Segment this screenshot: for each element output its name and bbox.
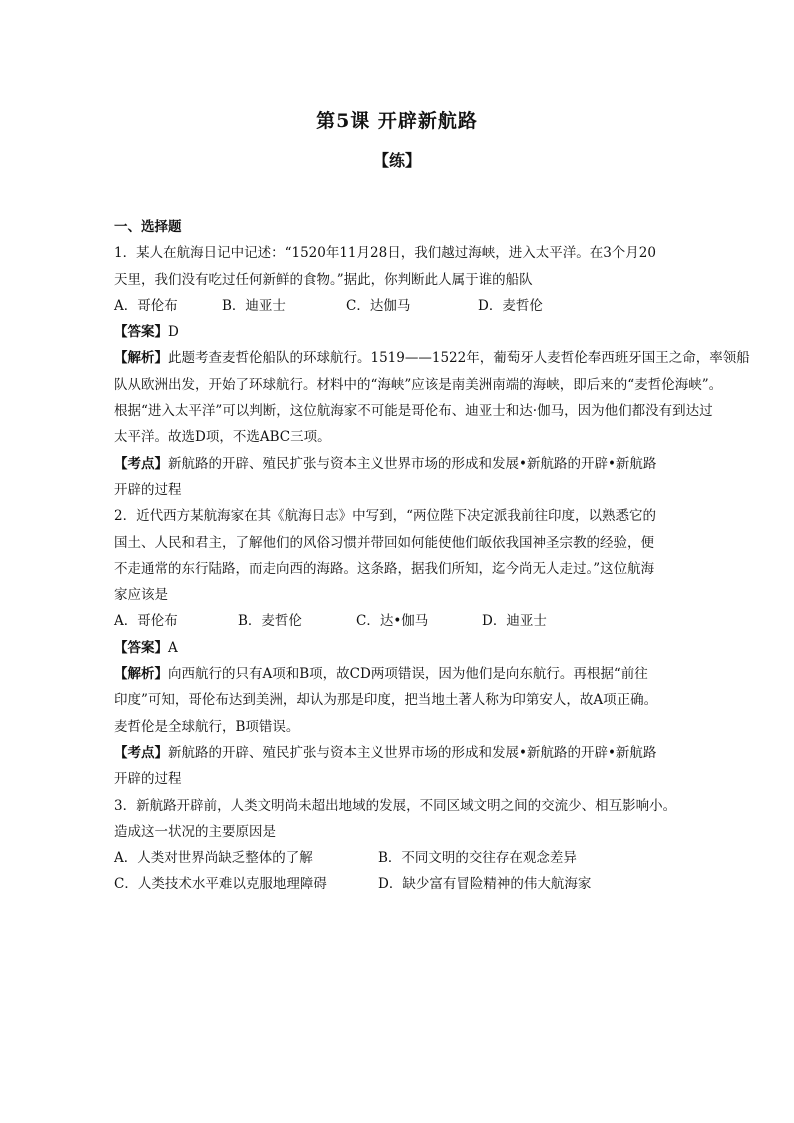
option-c[interactable]: C．达•伽马: [356, 613, 429, 630]
analysis-label: 【解析】: [114, 350, 168, 367]
question-stem-line: 国土、人民和君主，了解他们的风俗习惯并带回如何能使他们皈依我国神圣宗教的经验，便: [114, 534, 654, 551]
analysis-text: 根据“进入太平洋”可以判断，这位航海家不可能是哥伦布、迪亚士和达·伽马，因为他们都没有到达过: [114, 403, 713, 420]
options-row: [114, 845, 694, 871]
kaodian-line: [114, 451, 694, 477]
options-row: [114, 871, 694, 897]
page-title: 第5课 开辟新航路: [316, 110, 478, 132]
section-heading: 一、选择题: [114, 219, 182, 235]
page-subtitle: 【练】: [372, 151, 421, 170]
kaodian-label: 【考点】: [114, 744, 168, 761]
option-b[interactable]: B．不同文明的交往存在观念差异: [378, 850, 577, 867]
option-b[interactable]: B．麦哲伦: [238, 613, 302, 630]
analysis-text: 此题考查麦哲伦船队的环球航行。1519——1522年，葡萄牙人麦哲伦奉西班牙国王之命，率领船: [168, 350, 750, 367]
question-stem-line: 造成这一状况的主要原因是: [114, 823, 276, 840]
kaodian-text: 新航路的开辟、殖民扩张与资本主义世界市场的形成和发展•新航路的开辟•新航路: [168, 744, 657, 761]
options-row: [114, 293, 694, 319]
question-stem-line: 3．新航路开辟前，人类文明尚未超出地域的发展，不同区域文明之间的交流少、相互影响小。: [114, 797, 677, 814]
analysis-line: [114, 661, 694, 687]
option-d[interactable]: D．麦哲伦: [478, 297, 543, 314]
question-3: [114, 793, 694, 898]
options-row: [114, 608, 694, 634]
question-stem-line: 家应该是: [114, 587, 168, 604]
question-stem-line: 天里，我们没有吃过任何新鲜的食物。”据此，你判断此人属于谁的船队: [114, 271, 533, 288]
kaodian-text: 开辟的过程: [114, 771, 182, 788]
kaodian-line: [114, 740, 694, 766]
analysis-text: 麦哲伦是全球航行，B项错误。: [114, 718, 300, 735]
option-a[interactable]: A．哥伦布: [114, 297, 178, 314]
analysis-label: 【解析】: [114, 666, 168, 683]
analysis-text: 向西航行的只有A项和B项，故CD两项错误，因为他们是向东航行。再根据“前往: [168, 666, 648, 683]
answer-value: A: [168, 639, 178, 656]
answer-line: [114, 635, 694, 661]
option-b[interactable]: B．迪亚士: [222, 297, 286, 314]
question-1: [114, 240, 750, 503]
kaodian-text: 新航路的开辟、殖民扩张与资本主义世界市场的形成和发展•新航路的开辟•新航路: [168, 455, 657, 472]
answer-label: 【答案】: [114, 639, 168, 656]
option-c[interactable]: C．达伽马: [346, 297, 411, 314]
option-d[interactable]: D．缺少富有冒险精神的伟大航海家: [378, 876, 592, 893]
answer-line: [114, 319, 694, 345]
option-a[interactable]: A．人类对世界尚缺乏整体的了解: [114, 850, 313, 867]
question-stem-line: 2．近代西方某航海家在其《航海日志》中写到，“两位陛下决定派我前往印度，以熟悉它的: [114, 508, 656, 525]
kaodian-label: 【考点】: [114, 455, 168, 472]
option-a[interactable]: A．哥伦布: [114, 613, 178, 630]
analysis-text: 印度”可知，哥伦布达到美洲，却认为那是印度，把当地土著人称为印第安人，故A项正确。: [114, 692, 658, 709]
document-body: [114, 214, 750, 898]
answer-label: 【答案】: [114, 324, 168, 341]
question-stem-line: 不走通常的东行陆路，而走向西的海路。这条路，据我们所知，迄今尚无人走过。”这位航海: [114, 560, 655, 577]
answer-value: D: [168, 324, 179, 341]
analysis-line: [114, 345, 750, 371]
analysis-text: 队从欧洲出发，开始了环球航行。材料中的“海峡”应该是南美洲南端的海峡，即后来的“麦哲伦海峡”。: [114, 376, 723, 393]
kaodian-text: 开辟的过程: [114, 481, 182, 498]
analysis-text: 太平洋。故选D项，不选ABC三项。: [114, 429, 331, 446]
option-c[interactable]: C．人类技术水平难以克服地理障碍: [114, 876, 327, 893]
option-d[interactable]: D．迪亚士: [482, 613, 547, 630]
question-stem-line: 1．某人在航海日记中记述：“1520年11月28日，我们越过海峡，进入太平洋。在3个月20: [114, 245, 656, 262]
question-2: [114, 503, 694, 792]
